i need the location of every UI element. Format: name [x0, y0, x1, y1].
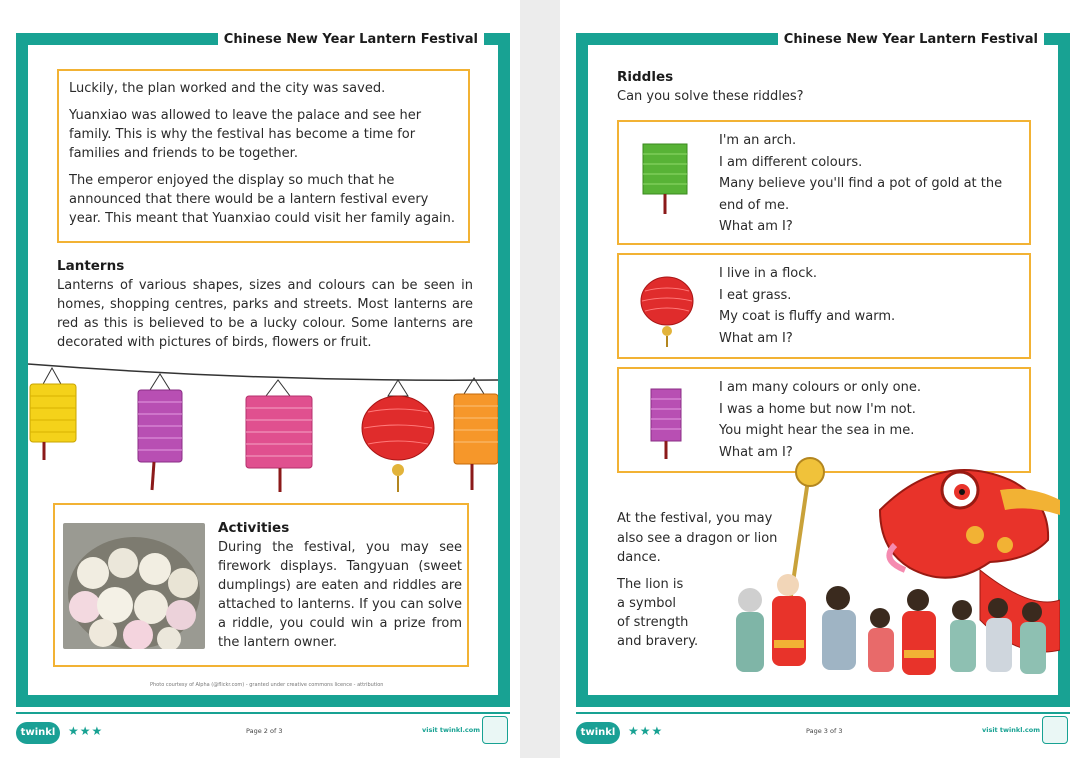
- activities-box: [53, 503, 469, 667]
- riddle-3-line: I was a home but now I'm not.: [719, 401, 916, 417]
- rating-stars: ★★★: [628, 724, 664, 738]
- riddle-2-line: I eat grass.: [719, 287, 792, 303]
- riddle-1-line: What am I?: [719, 219, 793, 234]
- visit-link[interactable]: visit twinkl.com: [422, 726, 481, 734]
- purple-lantern-icon: [637, 381, 697, 463]
- page-2-footer: [16, 712, 510, 746]
- page-number: Page 2 of 3: [246, 727, 283, 735]
- intro-paragraph-3: The emperor enjoyed the display so much that he announced that there would be a lantern festival every year. This meant that Yuanxiao could visit her family again.: [69, 173, 456, 226]
- riddle-1-lines: [719, 130, 1027, 238]
- riddle-box-2: [617, 253, 1031, 359]
- riddle-box-1: [617, 120, 1031, 245]
- rating-stars: ★★★: [68, 724, 104, 738]
- purple-lantern-icon: [138, 374, 182, 490]
- green-lantern-icon: [637, 134, 697, 216]
- riddle-3-line: What am I?: [719, 444, 793, 460]
- riddle-1-line: I'm an arch.: [719, 133, 797, 148]
- riddles-section: [617, 68, 1037, 106]
- lanterns-section: [57, 257, 473, 352]
- page-gap: [520, 0, 560, 758]
- red-lantern-icon: [637, 267, 697, 349]
- page-2-header-title: Chinese New Year Lantern Festival: [218, 32, 484, 48]
- quality-badge-icon: [1042, 716, 1068, 744]
- riddle-2-line: I live in a flock.: [719, 266, 818, 281]
- page-3: [560, 0, 1080, 758]
- intro-paragraph-1: Luckily, the plan worked and the city was saved.: [69, 81, 386, 96]
- lion-line: of strength: [617, 614, 689, 630]
- intro-paragraph-2: Yuanxiao was allowed to leave the palace and see her family. This is why the festival has become a time for families and friends to be together.: [69, 108, 422, 161]
- twinkl-logo[interactable]: twinkl: [576, 722, 620, 744]
- riddle-1-line: Many believe you'll find a pot of gold at the: [719, 176, 1003, 191]
- quality-badge-icon: [482, 716, 508, 744]
- tangyuan-photo: [63, 523, 205, 649]
- dragon-dance-illustration: [730, 450, 1060, 695]
- lion-line: and bravery.: [617, 633, 699, 649]
- activities-text: [218, 519, 462, 652]
- page-3-header-title: Chinese New Year Lantern Festival: [778, 32, 1044, 48]
- riddle-1-line: I am different colours.: [719, 154, 863, 170]
- riddle-2-lines: [719, 263, 1027, 349]
- lanterns-body: Lanterns of various shapes, sizes and colours can be seen in homes, shopping centres, parks and streets. Most lanterns are red as this is believed to be a lucky colour. Some lanterns are decorated with pictures of birds, flowers or fruit.: [57, 278, 473, 350]
- page-3-footer: [576, 712, 1070, 746]
- pink-lantern-icon: [246, 380, 312, 492]
- photo-credit: Photo courtesy of Alpha (@flickr.com) - granted under creative commons licence - attribution: [150, 682, 384, 688]
- page-number: Page 3 of 3: [806, 727, 843, 735]
- riddles-heading: Riddles: [617, 69, 674, 85]
- riddle-1-line: end of me.: [719, 197, 790, 213]
- lion-line: a symbol: [617, 595, 677, 611]
- lion-line: The lion is: [617, 576, 684, 592]
- red-round-lantern-icon: [362, 380, 434, 492]
- activities-body: During the festival, you may see firework displays. Tangyuan (sweet dumplings) are eaten and riddles are attached to lanterns. If you can solve a riddle, you could win a prize from the lantern owner.: [218, 540, 462, 650]
- festival-paragraph-1: At the festival, you may also see a dragon or lion dance.: [617, 511, 778, 565]
- hanging-lanterns-illustration: [28, 352, 498, 502]
- riddle-2-line: What am I?: [719, 330, 793, 346]
- visit-link[interactable]: visit twinkl.com: [982, 726, 1041, 734]
- lanterns-heading: Lanterns: [57, 258, 125, 274]
- riddle-3-line: I am many colours or only one.: [719, 380, 921, 395]
- page-2: [0, 0, 520, 758]
- activities-heading: Activities: [218, 520, 290, 536]
- twinkl-logo[interactable]: twinkl: [16, 722, 60, 744]
- riddle-3-line: You might hear the sea in me.: [719, 423, 915, 438]
- orange-lantern-icon: [454, 378, 498, 490]
- yellow-lantern-icon: [30, 368, 76, 460]
- riddle-2-line: My coat is fluffy and warm.: [719, 309, 896, 324]
- riddles-intro: Can you solve these riddles?: [617, 89, 804, 104]
- intro-box: [57, 69, 470, 243]
